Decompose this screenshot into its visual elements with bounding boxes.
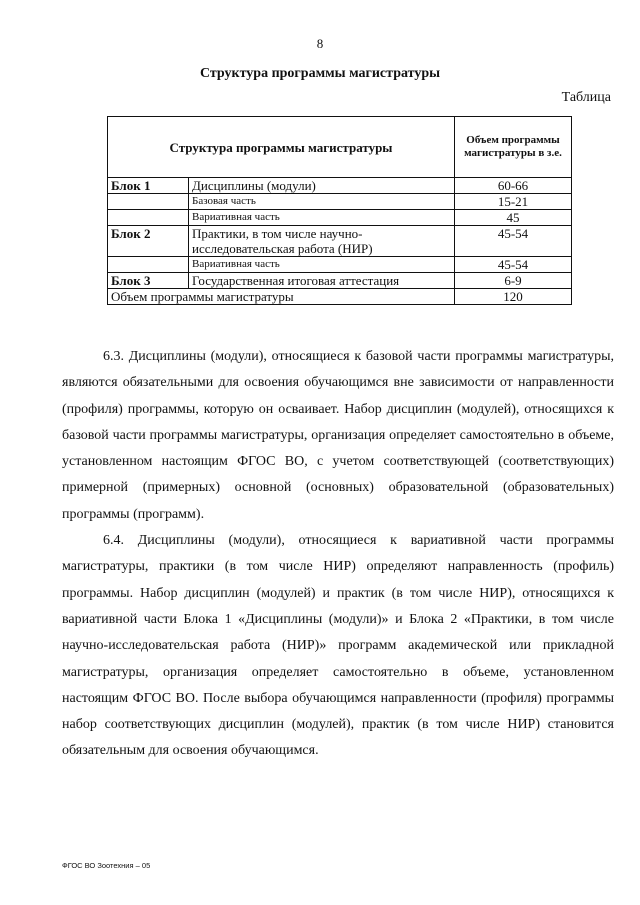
table-header-row	[108, 117, 572, 178]
table-row	[108, 178, 572, 194]
row-volume: 60-66	[455, 178, 572, 194]
row-name: Дисциплины (модули)	[189, 178, 455, 194]
block-cell	[108, 210, 189, 226]
body-text	[62, 344, 614, 765]
block-cell	[108, 194, 189, 210]
row-name: Практики, в том числе научно-исследовательская работа (НИР)	[189, 226, 455, 257]
block-cell: Блок 3	[108, 273, 189, 289]
row-name: Государственная итоговая аттестация	[189, 273, 455, 289]
row-volume: 15-21	[455, 194, 572, 210]
paragraph-6-4: 6.4. Дисциплины (модули), относящиеся к вариативной части программы магистратуры, практики (в том числе НИР) определяют направленность (профиль) программы. Набор дисциплин (модулей) и практик (в том числе НИР), относящихся к вариативной части Блока 1 «Дисциплины (модули)» и Блока 2 «Практики, в том числе научно-исследовательская работа (НИР)» программ академической или прикладной магистратуры, организация определяет самостоятельно в объеме, установленном настоящим ФГОС ВО. После выбора обучающимся направленности (профиля) программы набор соответствующих дисциплин (модулей), практик (в том числе НИР) становится обязательным для освоения обучающимся.	[62, 533, 614, 759]
footer: ФГОС ВО Зоотехния – 05	[62, 861, 151, 870]
page-number: 8	[316, 36, 324, 51]
paragraph-6-3: 6.3. Дисциплины (модули), относящиеся к базовой части программы магистратуры, являются обязательными для освоения обучающимся вне зависимости от направленности (профиля) программы, которую он осваивает. Набор дисциплин (модулей), относящихся к базовой части программы магистратуры, организация определяет самостоятельно в объеме, установленном настоящим ФГОС ВО, с учетом соответствующей (соответствующих) примерной (примерных) основной (основных) образовательной (образовательных) программы (программ).	[62, 349, 614, 522]
table-row	[108, 257, 572, 273]
row-volume: 45-54	[455, 226, 572, 257]
row-volume: 45	[455, 210, 572, 226]
table-row	[108, 226, 572, 257]
header-structure: Структура программы магистратуры	[108, 117, 455, 178]
header-volume: Объем программы магистратуры в з.е.	[455, 117, 572, 178]
table-row	[108, 194, 572, 210]
table-caption: Таблица	[561, 90, 611, 105]
block-cell: Блок 2	[108, 226, 189, 257]
total-name: Объем программы магистратуры	[108, 289, 455, 305]
row-name: Вариативная часть	[189, 210, 455, 226]
row-volume: 45-54	[455, 257, 572, 273]
block-cell: Блок 1	[108, 178, 189, 194]
row-name: Базовая часть	[189, 194, 455, 210]
block-cell	[108, 257, 189, 273]
total-volume: 120	[455, 289, 572, 305]
table-total-row	[108, 289, 572, 305]
row-name: Вариативная часть	[189, 257, 455, 273]
page-title: Структура программы магистратуры	[199, 66, 441, 81]
row-volume: 6-9	[455, 273, 572, 289]
program-structure-table	[107, 116, 572, 305]
table-row	[108, 273, 572, 289]
table-row	[108, 210, 572, 226]
